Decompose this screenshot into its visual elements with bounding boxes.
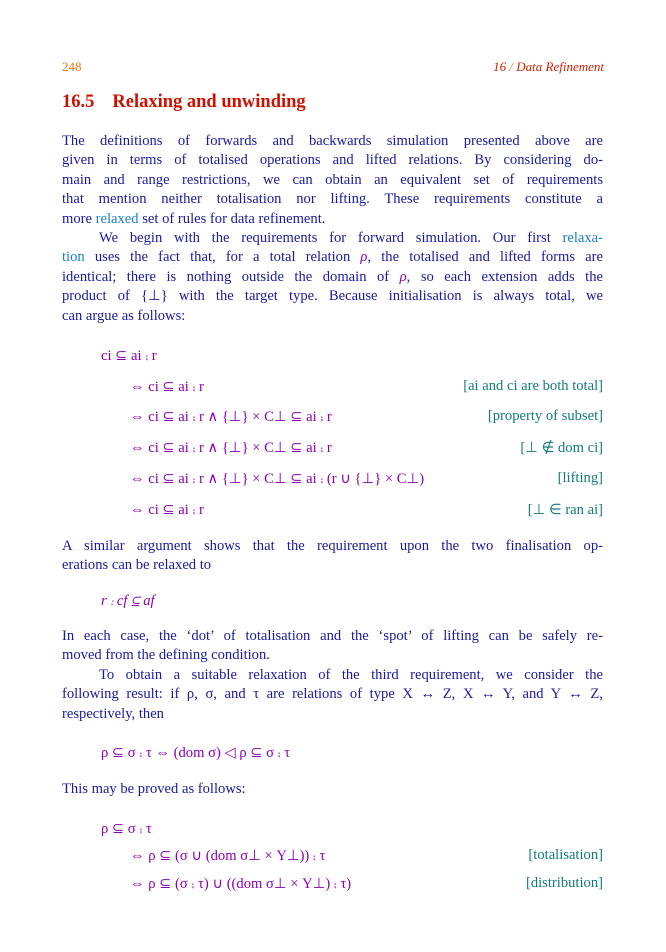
text-line: erations can be relaxed to — [62, 557, 212, 574]
page-number: 248 — [62, 59, 82, 74]
glossary-link-relaxed[interactable]: relaxed — [95, 210, 139, 227]
proof2-step: ⇔ ρ ⊆ (σ ∪ (dom σ⊥ × Y⊥)) ⨾ τ — [130, 848, 326, 864]
proof1-justification: [lifting] — [557, 470, 603, 486]
text-fragment: more — [62, 210, 96, 227]
proof2-justification: [distribution] — [525, 875, 603, 891]
text-fragment: , the totalised and lifted forms are — [367, 249, 603, 266]
text-line: The definitions of forwards and backwards simulation presented above are — [62, 133, 603, 149]
chapter-separator: / — [509, 59, 514, 74]
paragraph-proof-intro — [62, 780, 603, 799]
paragraph-forward-simulation — [62, 229, 603, 326]
proof1-step: ⇔ ci ⊆ ai ⨾ r — [130, 379, 204, 395]
proof1-step: ⇔ ci ⊆ ai ⨾ r ∧ {⊥} × C⊥ ⊆ ai ⨾ (r ∪ {⊥} × C⊥) — [130, 471, 425, 487]
text-fragment: uses the fact that, for a total relation — [84, 249, 361, 266]
text-line: In each case, the ‘dot’ of totalisation and the ‘spot’ of lifting can be safely re- — [62, 628, 603, 644]
proof2-justification: [totalisation] — [528, 847, 603, 863]
section-number: 16.5 — [62, 92, 95, 112]
text-fragment: set of rules for data refinement. — [138, 210, 326, 227]
text-line: main and range restrictions, we can obtain an equivalent set of requirements — [62, 171, 603, 188]
proof1-step: ⇔ ci ⊆ ai ⨾ r ∧ {⊥} × C⊥ ⊆ ai ⨾ r — [130, 409, 332, 425]
text-line — [62, 229, 603, 248]
proof1-justification: [property of subset] — [487, 408, 603, 424]
text-line — [62, 248, 603, 267]
text-fragment: We begin with the requirements for forward simulation. Our first — [99, 230, 563, 246]
glossary-link-relaxation-cont[interactable]: tion — [62, 249, 85, 266]
equation-result: ρ ⊆ σ ⨾ τ ⇔ (dom σ) ◁ ρ ⊆ σ ⨾ τ — [101, 745, 291, 761]
text-line: To obtain a suitable relaxation of the third requirement, we consider the — [99, 666, 603, 683]
text-line: can argue as follows: — [62, 307, 186, 324]
text-line — [62, 210, 603, 229]
glossary-link-relaxation[interactable]: relaxa- — [562, 230, 603, 246]
text-line: This may be proved as follows: — [62, 781, 246, 797]
text-line: respectively, then — [62, 705, 164, 722]
text-line: that mention neither totalisation nor lifting. These requirements constitute a — [62, 191, 603, 208]
text-line: moved from the defining condition. — [62, 647, 270, 664]
proof1-justification: [⊥ ∉ dom ci] — [520, 440, 603, 456]
proof1-start: ci ⊆ ai ⨾ r — [101, 348, 157, 364]
proof1-step: ⇔ ci ⊆ ai ⨾ r ∧ {⊥} × C⊥ ⊆ ai ⨾ r — [130, 440, 332, 456]
paragraph-intro — [62, 132, 603, 229]
text-line: A similar argument shows that the requirement upon the two finalisation op- — [62, 538, 603, 554]
proof1-justification: [ai and ci are both total] — [463, 378, 603, 394]
proof2-step: ⇔ ρ ⊆ (σ ⨾ τ) ∪ ((dom σ⊥ × Y⊥) ⨾ τ) — [130, 876, 352, 892]
running-header — [62, 59, 604, 77]
text-line: product of {⊥} with the target type. Because initialisation is always total, we — [62, 288, 603, 305]
proof1-step: ⇔ ci ⊆ ai ⨾ r — [130, 502, 204, 518]
paragraph-finalisation — [62, 537, 603, 576]
paragraph-dot-spot — [62, 627, 603, 724]
section-title: Relaxing and unwinding — [112, 92, 306, 112]
equation-finalisation: r ⨾ cf ⊆ af — [101, 593, 155, 609]
chapter-number: 16 — [493, 59, 507, 74]
text-fragment: identical; there is nothing outside the domain of — [62, 268, 400, 285]
text-line — [62, 268, 603, 287]
proof1-justification: [⊥ ∈ ran ai] — [527, 502, 603, 518]
chapter-header — [493, 59, 604, 75]
math-var-rho: ρ — [399, 268, 407, 285]
math-var-rho: ρ — [360, 249, 368, 266]
section-heading — [62, 92, 306, 113]
text-line: given in terms of totalised operations and lifted relations. By considering do- — [62, 152, 603, 169]
text-line: following result: if ρ, σ, and τ are relations of type X ↔ Z, X ↔ Y, and Y ↔ Z, — [62, 686, 603, 703]
text-fragment: , so each extension adds the — [406, 268, 603, 285]
chapter-title: Data Refinement — [516, 59, 604, 74]
proof2-start: ρ ⊆ σ ⨾ τ — [101, 821, 152, 837]
